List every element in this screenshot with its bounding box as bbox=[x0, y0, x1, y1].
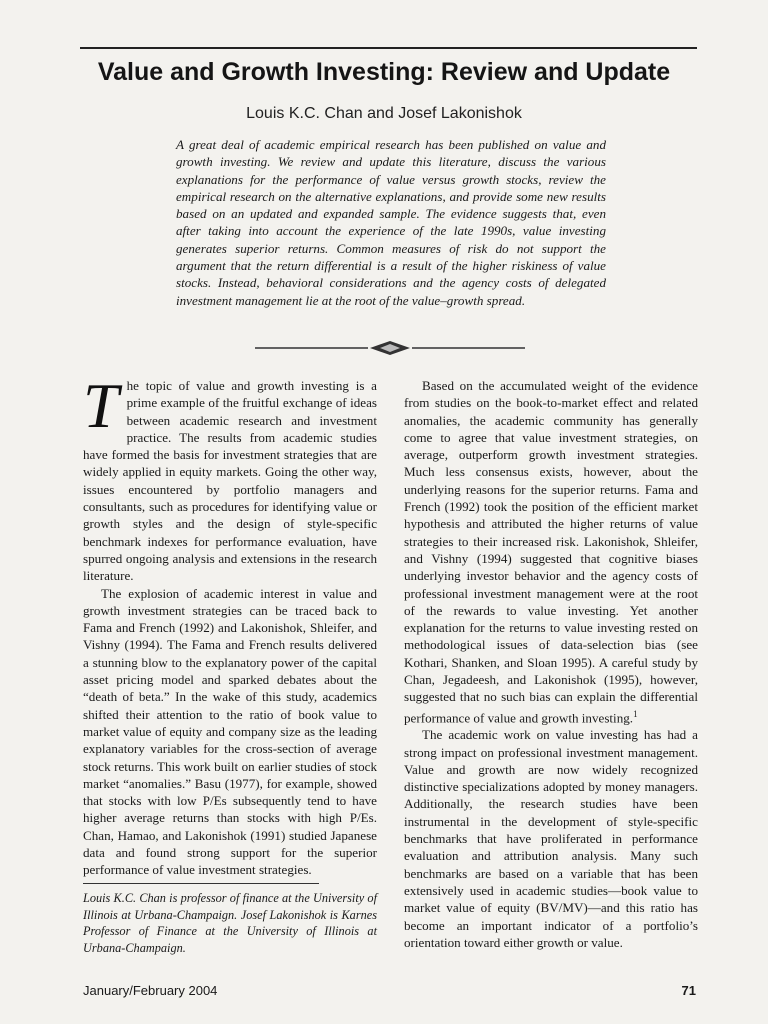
abstract: A great deal of academic empirical research has been published on value and growth investing. We review and update this literature, discuss the various explanations for the performance of value versus growth stocks, review the empirical research on the alternative explanations, and provide some new results based on an updated and expanded sample. The evidence suggests that, even after taking into account the experience of the late 1990s, value investing generates superior returns. Common measures of risk do not support the argument that the return differential is a result of the higher riskiness of value stocks. Instead, behavioral considerations and the agency costs of delegated investment management lie at the root of the value–growth spread. bbox=[176, 137, 606, 308]
left-column bbox=[83, 370, 377, 879]
paragraph: The academic work on value investing has had a strong impact on professional investment management. Value and growth are now widely recognized distinctive specializations adopted by money managers. Additionally, the research studies have been instrumental in the development of style-specific benchmarks that have proliferated in performance evaluation and attribution analysis. Many such benchmarks are based on a variable that has been extensively used in academic studies—book value to market value of equity (BV/MV)—and this ratio has become an important indicator of a portfolio’s orientation toward either growth or value. bbox=[404, 727, 698, 950]
author-footnote: Louis K.C. Chan is professor of finance at the University of Illinois at Urbana-Champaign. Josef Lakonishok is Karnes Professor of Finance at the University of Illinois at Urbana-Champaign. bbox=[83, 891, 377, 955]
footnote-marker: 1 bbox=[633, 708, 638, 719]
paragraph: The explosion of academic interest in value and growth investment strategies can be traced back to Fama and French (1992) and Lakonishok, Shleifer, and Vishny (1994). The Fama and French results delivered a stunning blow to the explanatory power of the capital asset pricing model and sparked debates about the “death of beta.” In the wake of this study, academics shifted their attention to the ratio of book value to market value of equity and company size as the leading explanatory variables for the cross-section of average stock returns. This work built on earlier studies of stock market “anomalies.” Basu (1977), for example, showed that stocks with low P/Es subsequently tend to have higher average returns than stocks with high P/Es. Chan, Hamao, and Lakonishok (1991) studied Japanese data and found strong support for the superior performance of value investment strategies. bbox=[83, 585, 377, 878]
footnote-rule bbox=[83, 883, 319, 884]
journal-issue: January/February 2004 bbox=[83, 983, 218, 998]
paragraph bbox=[83, 370, 377, 585]
top-rule bbox=[80, 47, 697, 49]
paragraph-text: he topic of value and growth investing is a prime example of the fruitful exchange of ideas between academic research and investment practice. The results from academic studies have formed the basis for investment strategies that are widely applied in equity markets. Going the other way, issues encountered by portfolio managers and consultants, such as procedures for identifying value or growth styles and the design of style-specific benchmark indexes for performance evaluation, have spurred ongoing analysis and extensions in the research literature. bbox=[83, 378, 377, 584]
paragraph bbox=[404, 377, 698, 726]
drop-cap: T bbox=[83, 370, 119, 441]
paragraph-text: Based on the accumulated weight of the evidence from studies on the book-to-market effect and related anomalies, the academic community has generally come to agree that value investment strategies, on average, outperform growth investment strategies. Much less consensus exists, however, about the underlying reasons for the superior returns. Fama and French (1992) took the position of the efficient market hypothesis and attributed the higher returns of value strategies to their increased risk. Lakonishok, Shleifer, and Vishny (1994) suggested that cognitive biases underlying investor behavior and the agency costs of professional investment management were at the root of the rewards to value investing. Yet another explanation for the returns to value investing rested on methodological issues of data-selection bias (see Kothari, Shanken, and Sloan 1995). A careful study by Chan, Jegadeesh, and Lakonishok (1995), however, suggested that no such bias can explain the differential performance of value and growth investing. bbox=[404, 378, 698, 725]
ornament-divider-icon bbox=[250, 338, 530, 358]
article-title: Value and Growth Investing: Review and Update bbox=[97, 58, 671, 86]
article-authors: Louis K.C. Chan and Josef Lakonishok bbox=[246, 105, 522, 122]
page-number: 71 bbox=[681, 983, 696, 998]
right-column bbox=[404, 377, 698, 951]
